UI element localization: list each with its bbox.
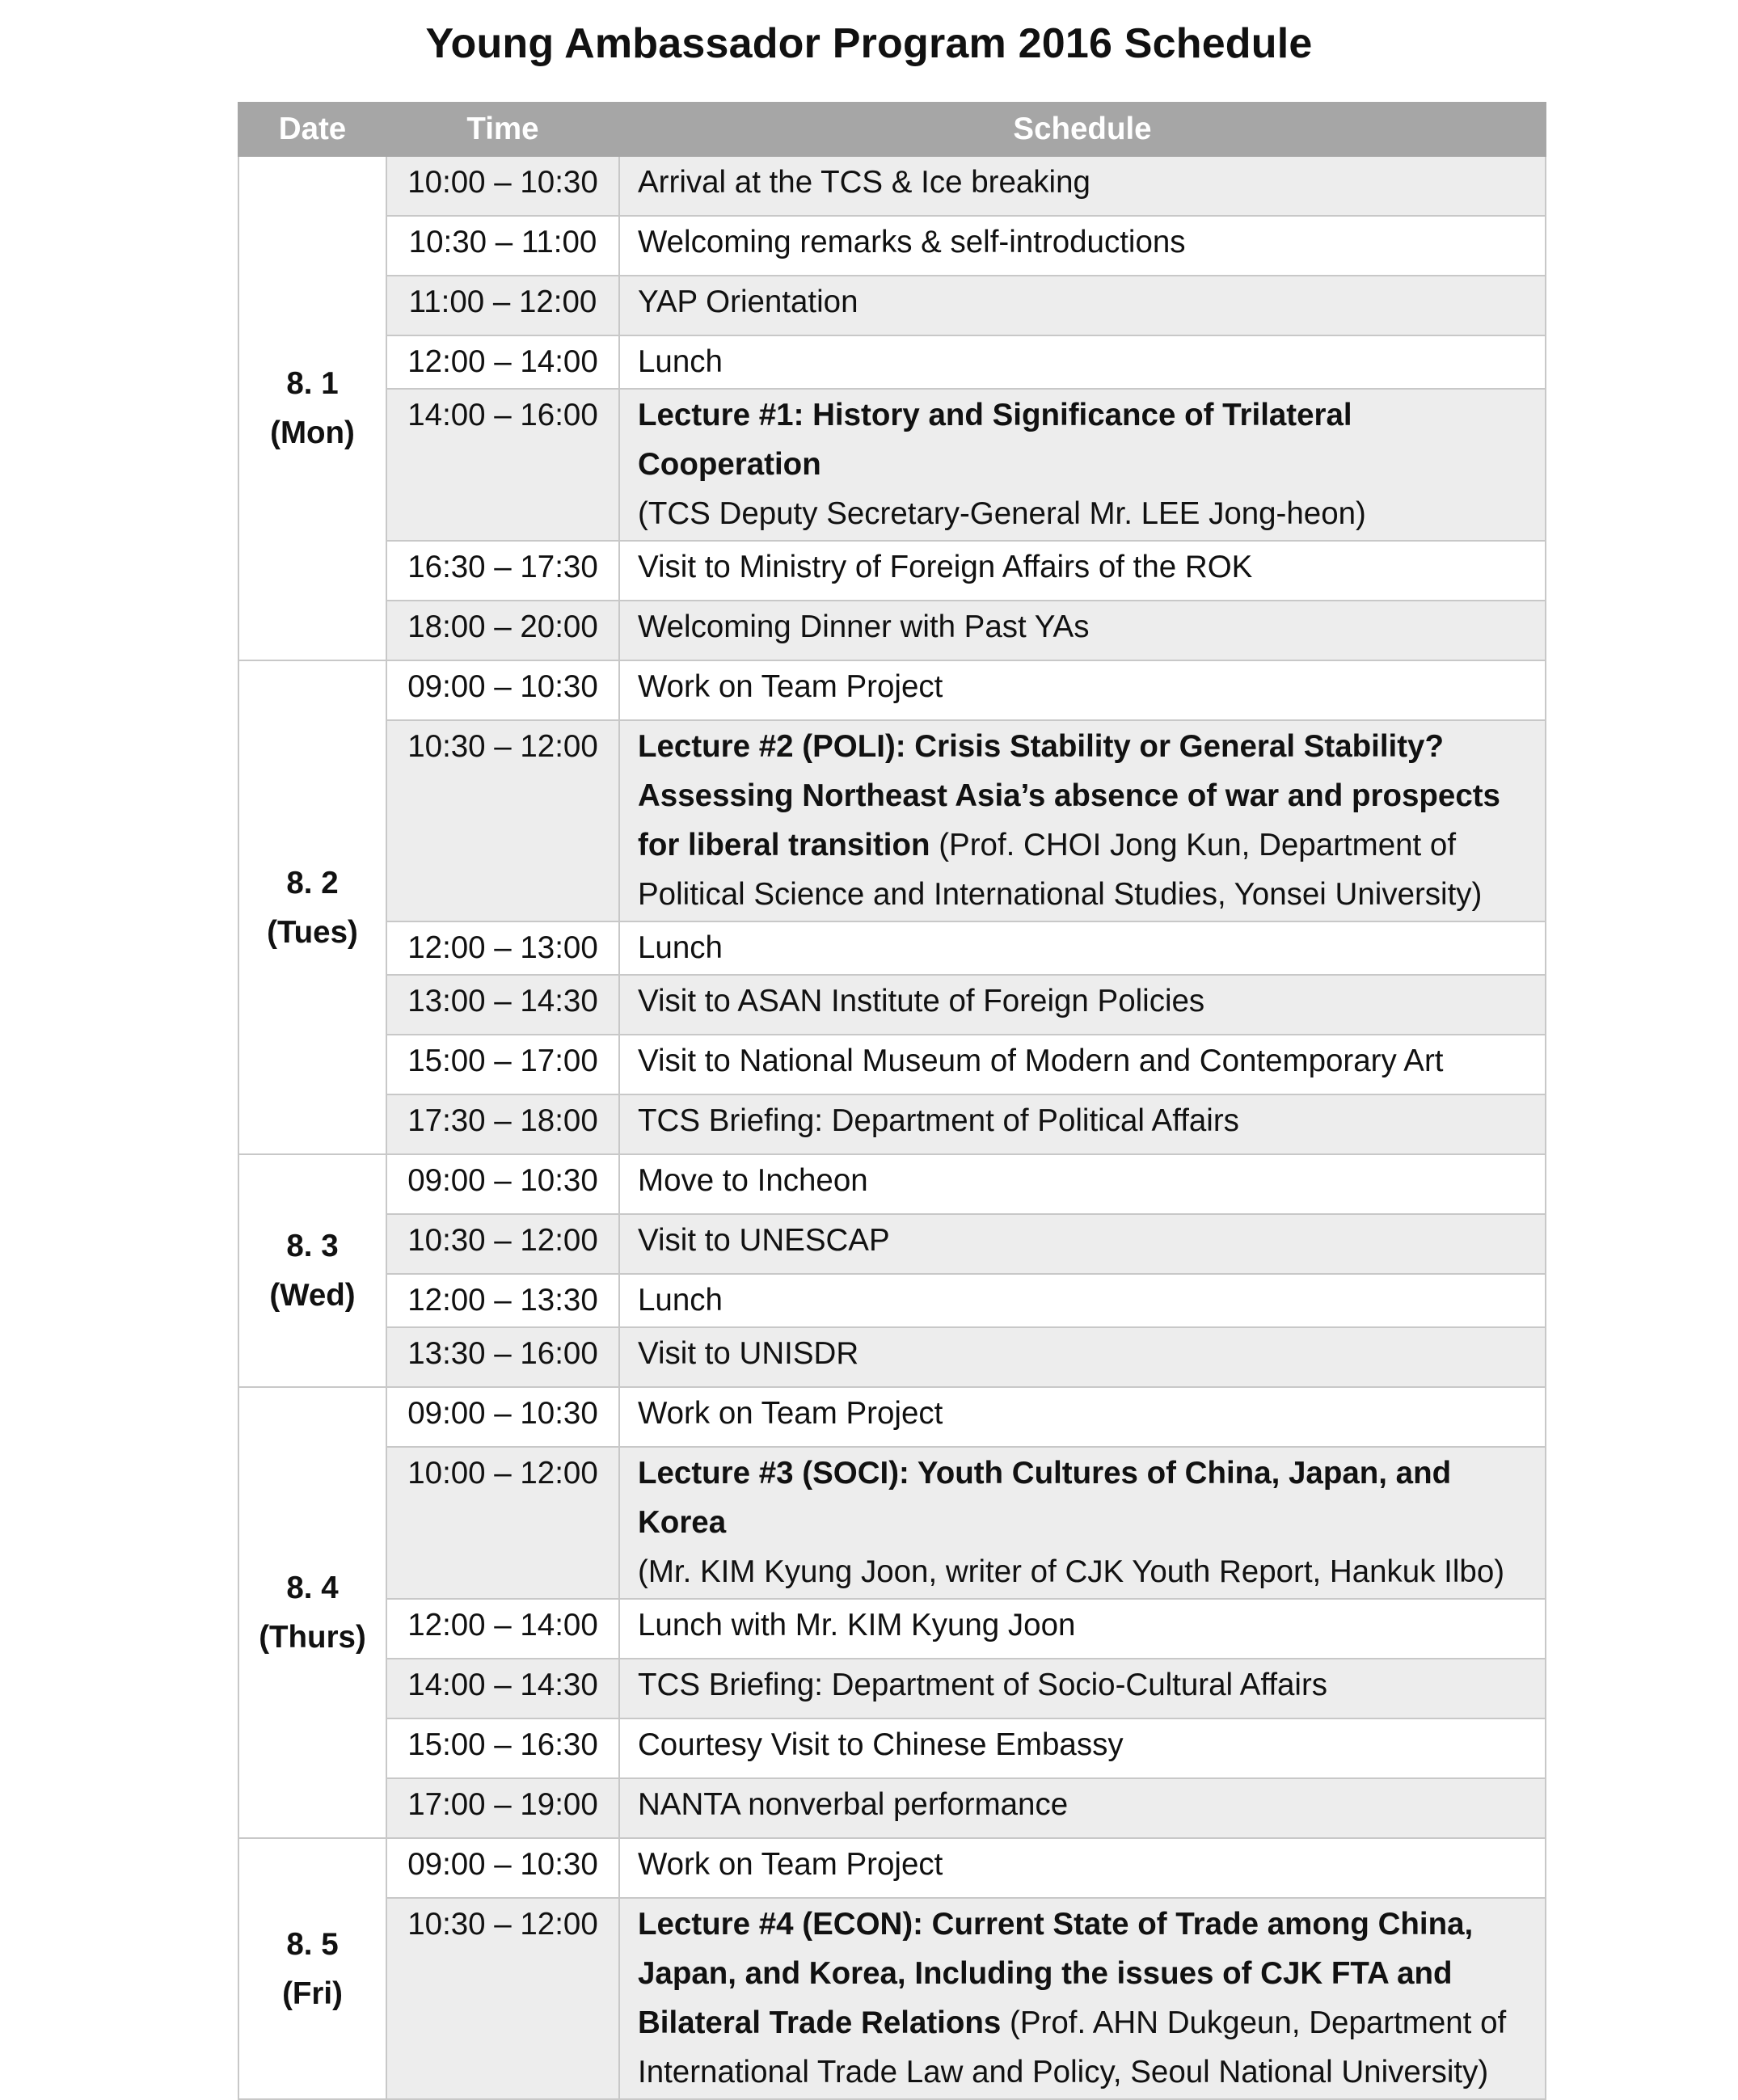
- schedule-cell: [619, 1447, 1546, 1599]
- schedule-cell: [619, 1898, 1546, 2099]
- schedule-cell: TCS Briefing: Department of Political Affairs: [619, 1094, 1546, 1154]
- table-row: [238, 1447, 1546, 1599]
- lecture-speaker: (Prof. CHOI Jong Kun, Department of Political Science and International Studies, Yonsei University): [638, 828, 1483, 912]
- table-row: [238, 1778, 1546, 1838]
- schedule-cell: NANTA nonverbal performance: [619, 1778, 1546, 1838]
- schedule-cell: Visit to UNISDR: [619, 1327, 1546, 1387]
- weekday-label: (Fri): [282, 1976, 343, 2011]
- time-cell: 15:00 – 17:00: [386, 1035, 619, 1094]
- schedule-cell: Lunch: [619, 1274, 1546, 1327]
- table-row: [238, 975, 1546, 1035]
- time-cell: 10:30 – 12:00: [386, 720, 619, 921]
- date-cell: [238, 1154, 386, 1387]
- table-row: [238, 216, 1546, 276]
- time-cell: 16:30 – 17:30: [386, 541, 619, 601]
- schedule-cell: TCS Briefing: Department of Socio-Cultural Affairs: [619, 1659, 1546, 1718]
- column-header-date: Date: [238, 103, 386, 156]
- schedule-cell: Work on Team Project: [619, 660, 1546, 720]
- schedule-cell: Work on Team Project: [619, 1838, 1546, 1898]
- schedule-cell: Visit to Ministry of Foreign Affairs of the ROK: [619, 541, 1546, 601]
- table-row: [238, 1154, 1546, 1214]
- table-row: [238, 1659, 1546, 1718]
- date-label: 8. 4: [286, 1571, 339, 1605]
- time-cell: 09:00 – 10:30: [386, 1387, 619, 1447]
- lecture-title: Lecture #3 (SOCI): Youth Cultures of China, Japan, and Korea: [638, 1456, 1452, 1540]
- table-row: [238, 1214, 1546, 1274]
- lecture-speaker: (Mr. KIM Kyung Joon, writer of CJK Youth Report, Hankuk Ilbo): [638, 1554, 1505, 1589]
- table-row: [238, 1274, 1546, 1327]
- schedule-cell: [619, 720, 1546, 921]
- time-cell: 10:30 – 12:00: [386, 1214, 619, 1274]
- time-cell: 13:00 – 14:30: [386, 975, 619, 1035]
- date-cell: [238, 1387, 386, 1838]
- column-header-time: Time: [386, 103, 619, 156]
- table-row: [238, 1327, 1546, 1387]
- table-row: [238, 541, 1546, 601]
- date-label: 8. 5: [286, 1926, 339, 1962]
- table-row: [238, 720, 1546, 921]
- schedule-table-container: [238, 102, 1545, 2100]
- table-row: [238, 389, 1546, 541]
- table-row: [238, 276, 1546, 335]
- date-label: 8. 3: [286, 1229, 339, 1263]
- table-row: [238, 601, 1546, 660]
- time-cell: 09:00 – 10:30: [386, 1154, 619, 1214]
- schedule-cell: Visit to UNESCAP: [619, 1214, 1546, 1274]
- lecture-title: Lecture #4 (ECON): Current State of Trade among China, Japan, and Korea, Including the issues of CJK FTA and Bilateral Trade Relations: [638, 1907, 1474, 2040]
- time-cell: 12:00 – 14:00: [386, 1599, 619, 1659]
- schedule-cell: Visit to ASAN Institute of Foreign Policies: [619, 975, 1546, 1035]
- time-cell: 11:00 – 12:00: [386, 276, 619, 335]
- schedule-cell: Lunch with Mr. KIM Kyung Joon: [619, 1599, 1546, 1659]
- schedule-cell: Work on Team Project: [619, 1387, 1546, 1447]
- table-row: [238, 1718, 1546, 1778]
- schedule-cell: Move to Incheon: [619, 1154, 1546, 1214]
- table-row: [238, 1898, 1546, 2099]
- lecture-title: Lecture #2 (POLI): Crisis Stability or General Stability? Assessing Northeast Asia’s absence of war and prospects for liberal transition: [638, 729, 1500, 862]
- table-row: [238, 921, 1546, 975]
- time-cell: 09:00 – 10:30: [386, 660, 619, 720]
- schedule-table: [238, 102, 1546, 2100]
- time-cell: 10:30 – 11:00: [386, 216, 619, 276]
- weekday-label: (Mon): [270, 415, 355, 450]
- table-row: [238, 1838, 1546, 1898]
- schedule-cell: YAP Orientation: [619, 276, 1546, 335]
- time-cell: 10:00 – 12:00: [386, 1447, 619, 1599]
- table-row: [238, 1599, 1546, 1659]
- date-cell: [238, 156, 386, 660]
- date-cell: [238, 660, 386, 1154]
- time-cell: 12:00 – 14:00: [386, 335, 619, 389]
- time-cell: 10:00 – 10:30: [386, 156, 619, 216]
- table-row: [238, 1035, 1546, 1094]
- page-title: Young Ambassador Program 2016 Schedule: [425, 20, 1313, 67]
- schedule-cell: Lunch: [619, 335, 1546, 389]
- weekday-label: (Thurs): [259, 1620, 366, 1655]
- schedule-cell: Courtesy Visit to Chinese Embassy: [619, 1718, 1546, 1778]
- schedule-cell: Arrival at the TCS & Ice breaking: [619, 156, 1546, 216]
- table-row: [238, 660, 1546, 720]
- time-cell: 17:00 – 19:00: [386, 1778, 619, 1838]
- time-cell: 09:00 – 10:30: [386, 1838, 619, 1898]
- time-cell: 18:00 – 20:00: [386, 601, 619, 660]
- time-cell: 12:00 – 13:00: [386, 921, 619, 975]
- time-cell: 13:30 – 16:00: [386, 1327, 619, 1387]
- time-cell: 12:00 – 13:30: [386, 1274, 619, 1327]
- table-row: [238, 156, 1546, 216]
- schedule-cell: Welcoming Dinner with Past YAs: [619, 601, 1546, 660]
- time-cell: 14:00 – 16:00: [386, 389, 619, 541]
- header-row: [238, 103, 1546, 156]
- schedule-cell: Lunch: [619, 921, 1546, 975]
- lecture-speaker: (Prof. AHN Dukgeun, Department of International Trade Law and Policy, Seoul National University): [638, 2005, 1507, 2089]
- time-cell: 17:30 – 18:00: [386, 1094, 619, 1154]
- time-cell: 15:00 – 16:30: [386, 1718, 619, 1778]
- table-row: [238, 1387, 1546, 1447]
- schedule-cell: Welcoming remarks & self-introductions: [619, 216, 1546, 276]
- schedule-cell: [619, 389, 1546, 541]
- table-row: [238, 335, 1546, 389]
- time-cell: 14:00 – 14:30: [386, 1659, 619, 1718]
- weekday-label: (Wed): [269, 1278, 356, 1313]
- date-cell: [238, 1838, 386, 2099]
- table-row: [238, 1094, 1546, 1154]
- date-label: 8. 1: [286, 366, 339, 401]
- lecture-title: Lecture #1: History and Significance of Trilateral Cooperation: [638, 398, 1352, 482]
- column-header-schedule: Schedule: [619, 103, 1546, 156]
- schedule-cell: Visit to National Museum of Modern and Contemporary Art: [619, 1035, 1546, 1094]
- weekday-label: (Tues): [267, 914, 358, 950]
- lecture-speaker: (TCS Deputy Secretary-General Mr. LEE Jong-heon): [638, 496, 1366, 531]
- time-cell: 10:30 – 12:00: [386, 1898, 619, 2099]
- date-label: 8. 2: [286, 865, 339, 900]
